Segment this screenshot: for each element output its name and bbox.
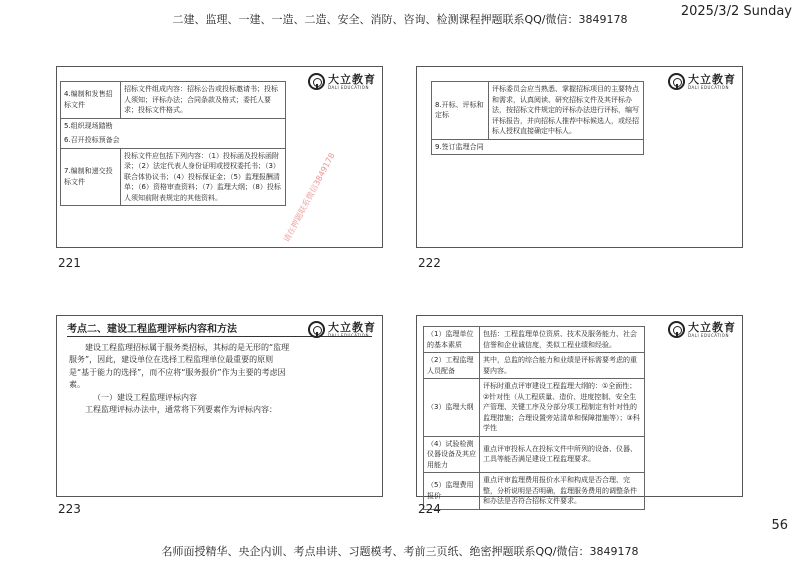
table-cell: 5.组织现场踏勘	[61, 118, 286, 133]
logo	[668, 321, 736, 338]
slide-number-222: 222	[418, 256, 441, 270]
logo-icon	[308, 73, 325, 90]
table-cell: （1）监理单位的基本素质	[424, 327, 480, 353]
table-row	[61, 148, 286, 206]
logo	[308, 321, 376, 338]
table-cell: 4.编制和发售招标文件	[61, 82, 121, 119]
table-cell: 7.编制和递交投标文件	[61, 148, 121, 206]
table-cell: 9.签订监理合同	[432, 139, 644, 155]
table-row	[432, 139, 644, 155]
page-date: 2025/3/2 Sunday	[680, 4, 792, 19]
logo-icon	[668, 321, 685, 338]
logo-subtitle: DALI EDUCATION	[328, 84, 369, 90]
logo-name: 大立教育	[328, 72, 376, 86]
table-row	[61, 133, 286, 148]
logo-name: 大立教育	[688, 320, 736, 334]
table-row	[61, 82, 286, 119]
logo-name: 大立教育	[328, 320, 376, 334]
table-row	[424, 353, 645, 379]
page-number: 56	[771, 518, 788, 533]
logo	[668, 73, 736, 90]
table-cell: 其中，总监的综合能力和业绩是评标需要考虑的重要内容。	[480, 353, 645, 379]
table-cell: 重点评审监理费用报价水平和构成是否合理、完整，分析说明是否明确，监理服务费用的调整条件和办法是否符合招标文件要求。	[480, 473, 645, 510]
table-row	[424, 436, 645, 473]
watermark: 请在押题联系微信3849178	[281, 151, 337, 244]
slide-224	[416, 315, 743, 505]
slide-222	[416, 66, 743, 248]
slide-221-table	[60, 81, 286, 206]
subheading: （一）建设工程监理评标内容	[93, 392, 197, 402]
table-row	[424, 379, 645, 437]
slide-222-table	[431, 81, 644, 155]
logo	[308, 73, 376, 90]
slide-221	[56, 66, 383, 248]
slide-223	[56, 315, 383, 497]
logo-subtitle: DALI EDUCATION	[328, 332, 369, 338]
logo-icon	[308, 321, 325, 338]
table-cell: 重点评审投标人在投标文件中所列的设备、仪器、工具等能否满足建设工程监理要求。	[480, 436, 645, 473]
table-cell: 投标文件应包括下列内容：（1）投标函及投标函附录；（2）法定代表人身份证明或授权委托书；（3）联合体协议书；（4）投标保证金；（5）监理报酬清单；（6）资格审查资料；（7）监理大纲；（8）投标人须知前附表规定的其他资料。	[121, 148, 286, 206]
slide-body	[69, 342, 291, 416]
page-footer: 名师面授精华、央企内训、考点串讲、习题模考、考前三页纸、绝密押题联系QQ/微信：3849178	[161, 545, 639, 558]
slide-number-224: 224	[418, 502, 441, 516]
table-row	[424, 473, 645, 510]
table-row	[432, 82, 644, 140]
table-row	[61, 118, 286, 133]
logo-name: 大立教育	[688, 72, 736, 86]
slide-title: 考点二、建设工程监理评标内容和方法	[67, 324, 237, 335]
paragraph: 建设工程监理招标属于服务类招标，其标的是无形的“监理服务”，因此，建设单位在选择工程监理单位最重要的原则是“基于能力的选择”，而不应将“服务报价”作为主要的考虑因素。	[69, 343, 290, 390]
table-cell: 6.召开投标预备会	[61, 133, 286, 148]
table-cell: 评标委员会应当熟悉、掌握招标项目的主要特点和需求，认真阅读、研究招标文件及其评标办法，按招标文件规定的评标办法进行评标，编写评标报告，并向招标人推荐中标候选人，或经招标人授权直接确定中标人。	[489, 82, 644, 140]
table-cell: （5）监理费用报价	[424, 473, 480, 510]
logo-icon	[668, 73, 685, 90]
table-row	[424, 327, 645, 353]
paragraph: 工程监理评标办法中，通常将下列要素作为评标内容：	[85, 404, 277, 414]
table-cell: 8.开标、评标和定标	[432, 82, 489, 140]
table-cell: （2）工程监理人员配备	[424, 353, 480, 379]
logo-subtitle: DALI EDUCATION	[688, 84, 729, 90]
logo-subtitle: DALI EDUCATION	[688, 332, 729, 338]
table-cell: 评标时重点评审建设工程监理大纲的：①全面性；②针对性（从工程质量、造价、进度控制、安全生产管理、关键工序及分部分项工程制定有针对性的监理措施；合理设置旁站清单和保障措施等）；③科学性	[480, 379, 645, 437]
table-cell: 招标文件组成内容：招标公告或投标邀请书；投标人须知；评标办法；合同条款及格式；委托人要求；投标文件格式。	[121, 82, 286, 119]
page-header: 二建、监理、一建、一造、二造、安全、消防、咨询、检测课程押题联系QQ/微信：3849178	[172, 13, 628, 26]
slide-224-table	[423, 326, 645, 510]
table-cell: （4）试验检测仪器设备及其应用能力	[424, 436, 480, 473]
table-cell: （3）监理大纲	[424, 379, 480, 437]
table-cell: 包括：工程监理单位资质、技术及服务能力、社会信誉和企业诚信度，类似工程业绩和经验。	[480, 327, 645, 353]
slide-number-221: 221	[58, 256, 81, 270]
slide-number-223: 223	[58, 502, 81, 516]
